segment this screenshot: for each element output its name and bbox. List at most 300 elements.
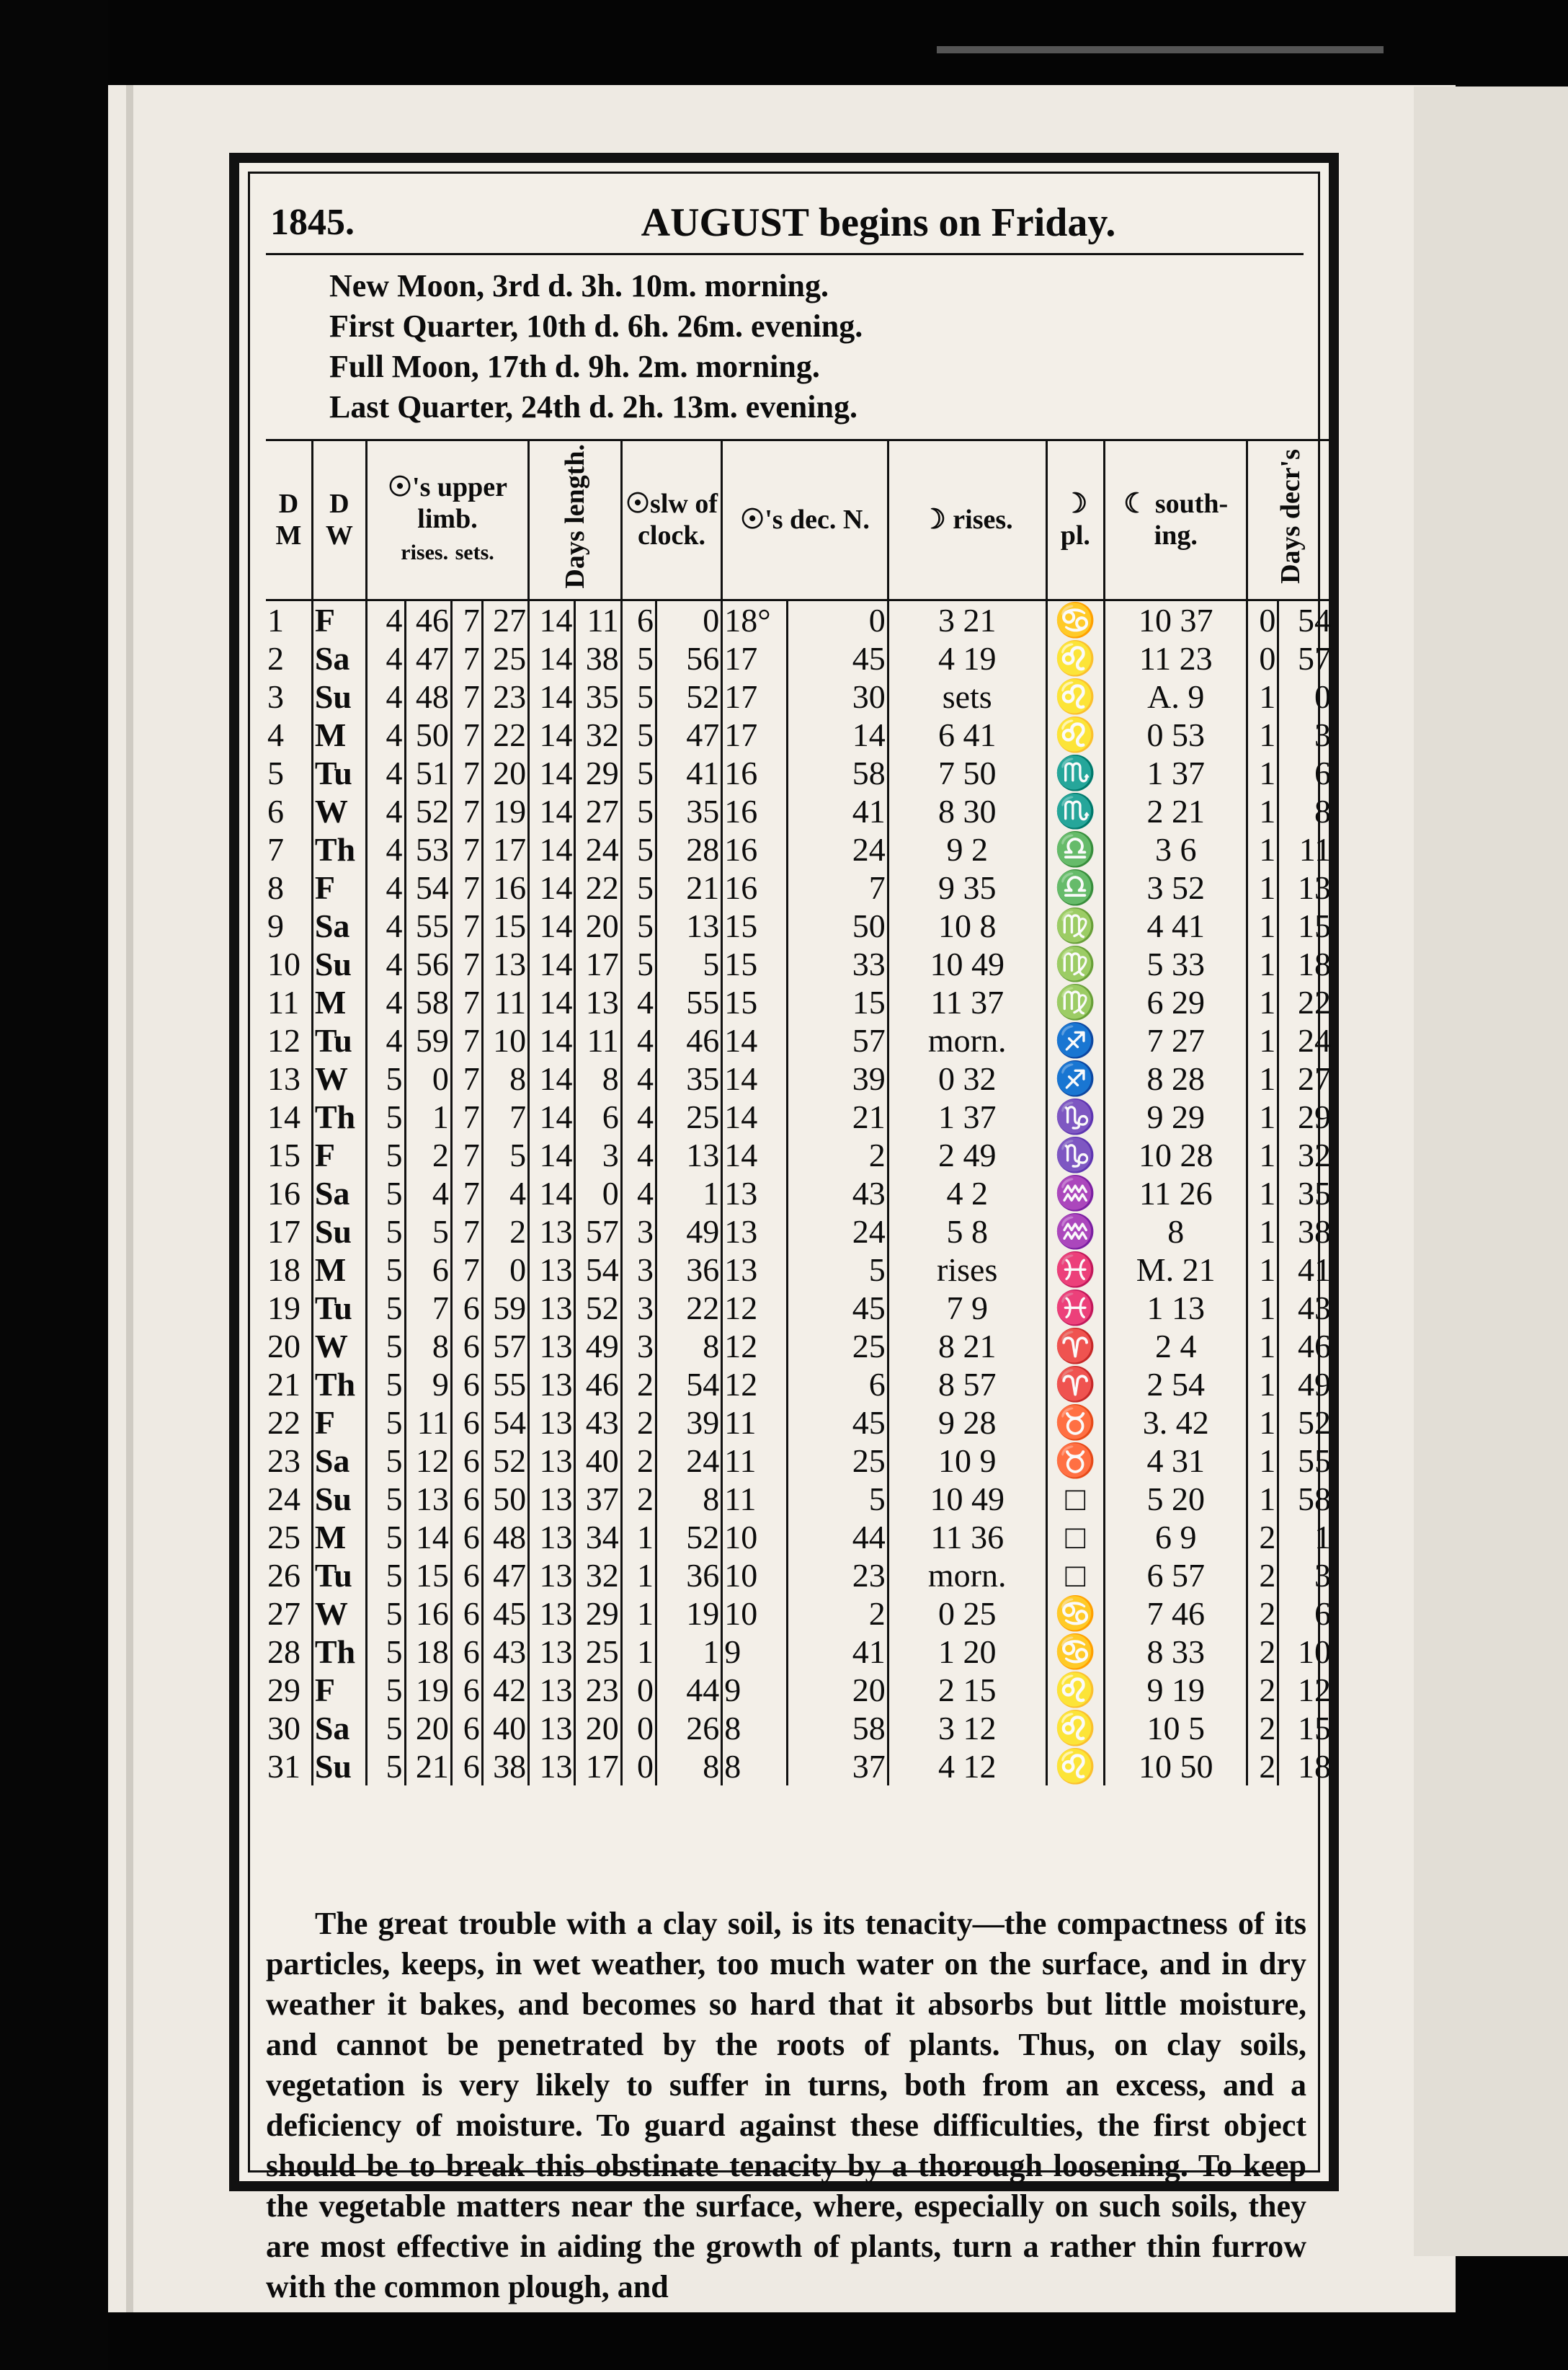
cell-dd: 10 [722,1556,788,1594]
cell-pl: ♑ [1046,1136,1104,1174]
cell-cm: 35 [656,792,722,830]
cell-lm: 3 [575,1136,621,1174]
cell-pl: ♌ [1046,716,1104,754]
cell-d: 22 [267,1403,300,1441]
cell-rh: 5 [366,1289,405,1327]
cell-w: Sa [312,1442,366,1480]
cell-pl: ♉ [1046,1403,1104,1442]
cell-lh: 14 [529,869,575,907]
cell-pl: ♋ [1046,1594,1104,1633]
cell-sm: 7 [482,1098,528,1136]
cell-ch: 3 [621,1289,656,1327]
cell-xm: 18 [1278,945,1332,983]
cell-cm: 35 [656,1060,722,1098]
cell-lh: 13 [529,1327,575,1365]
cell-rm: 20 [405,1709,451,1747]
cell-lh: 14 [529,639,575,678]
cell-dmin: 20 [788,1671,888,1709]
cell-sm: 20 [482,754,528,792]
cell-cm: 8 [656,1747,722,1785]
table-row [266,830,1332,869]
cell-dmin: 2 [788,1594,888,1633]
cell-w: F [312,1403,366,1442]
cell-mr: 4 19 [888,639,1046,678]
cell-lh: 14 [529,945,575,983]
table-row [266,1747,1332,1785]
cell-mr: 2 49 [888,1136,1046,1174]
cell-d: 9 [267,907,284,944]
cell-cm: 36 [656,1556,722,1594]
cell-xh: 1 [1247,983,1278,1021]
cell-mr: 9 2 [888,830,1046,869]
cell-dmin: 58 [788,754,888,792]
cell-mr: 11 36 [888,1518,1046,1556]
cell-sh: 6 [451,1327,482,1365]
cell-lh: 14 [529,1136,575,1174]
cell-so: 4 31 [1105,1442,1247,1480]
table-row [266,1327,1332,1365]
cell-mr: 1 20 [888,1633,1046,1671]
cell-dd: 16 [722,830,788,869]
cell-xh: 1 [1247,1480,1278,1518]
cell-dmin: 41 [788,792,888,830]
cell-sh: 7 [451,678,482,716]
cell-w: M [312,1518,366,1556]
cell-ch: 3 [621,1327,656,1365]
header-moon-place: ☽ pl. [1046,440,1104,600]
cell-lh: 14 [529,1098,575,1136]
cell-xm: 32 [1278,1136,1332,1174]
cell-mr: 3 12 [888,1709,1046,1747]
cell-dmin: 45 [788,639,888,678]
cell-mr: 8 21 [888,1327,1046,1365]
cell-so: 1 13 [1105,1289,1247,1327]
cell-w: Tu [312,1289,366,1327]
cell-so: 9 29 [1105,1098,1247,1136]
cell-rh: 4 [366,869,405,907]
cell-w: Th [312,1098,366,1136]
table-row [266,1556,1332,1594]
cell-lh: 14 [529,792,575,830]
cell-pl: □ [1046,1518,1104,1556]
cell-sh: 7 [451,869,482,907]
cell-lm: 11 [575,1021,621,1060]
cell-ch: 0 [621,1671,656,1709]
cell-xh: 2 [1247,1633,1278,1671]
cell-lm: 34 [575,1518,621,1556]
cell-dd: 11 [722,1442,788,1480]
cell-sh: 7 [451,945,482,983]
phase-last-quarter: Last Quarter, 24th d. 2h. 13m. evening. [329,389,858,425]
header-days-length: Days length. [529,440,622,600]
cell-rh: 4 [366,945,405,983]
cell-lm: 57 [575,1212,621,1251]
cell-w: W [312,1327,366,1365]
cell-cm: 49 [656,1212,722,1251]
cell-ch: 6 [621,600,656,639]
cell-rh: 5 [366,1251,405,1289]
cell-cm: 52 [656,1518,722,1556]
cell-so: 1 37 [1105,754,1247,792]
cell-rm: 15 [405,1556,451,1594]
cell-rh: 5 [366,1098,405,1136]
table-row [266,1060,1332,1098]
cell-so: 3. 42 [1105,1403,1247,1442]
cell-ch: 2 [621,1442,656,1480]
cell-pl: ♐ [1046,1060,1104,1098]
cell-so: A. 9 [1105,678,1247,716]
cell-rh: 5 [366,1403,405,1442]
cell-cm: 56 [656,639,722,678]
cell-xm: 52 [1278,1403,1332,1442]
cell-lm: 27 [575,792,621,830]
cell-rm: 50 [405,716,451,754]
cell-xm: 0 [1278,678,1332,716]
cell-xm: 3 [1278,716,1332,754]
cell-xh: 1 [1247,945,1278,983]
cell-so: M. 21 [1105,1251,1247,1289]
cell-ch: 5 [621,716,656,754]
cell-pl: ♏ [1046,792,1104,830]
cell-lh: 13 [529,1403,575,1442]
cell-so: 10 28 [1105,1136,1247,1174]
cell-dd: 10 [722,1518,788,1556]
table-row [266,1633,1332,1671]
cell-lm: 25 [575,1633,621,1671]
cell-rh: 5 [366,1060,405,1098]
cell-rm: 56 [405,945,451,983]
cell-sh: 7 [451,716,482,754]
cell-d: 4 [267,716,284,753]
cell-pl: ♎ [1046,869,1104,907]
table-row [266,1671,1332,1709]
cell-sh: 7 [451,830,482,869]
calendar-table [266,439,1332,1785]
cell-sm: 55 [482,1365,528,1403]
cell-xm: 15 [1278,1709,1332,1747]
cell-xm: 35 [1278,1174,1332,1212]
cell-d: 7 [267,830,284,868]
cell-d: 21 [267,1365,300,1403]
cell-rm: 8 [405,1327,451,1365]
cell-rm: 14 [405,1518,451,1556]
cell-rh: 4 [366,830,405,869]
cell-rm: 6 [405,1251,451,1289]
cell-dd: 13 [722,1212,788,1251]
cell-lm: 24 [575,830,621,869]
cell-mr: morn. [888,1556,1046,1594]
cell-w: F [312,1671,366,1709]
cell-sh: 7 [451,600,482,639]
cell-sm: 2 [482,1212,528,1251]
cell-xm: 43 [1278,1289,1332,1327]
cell-d: 20 [267,1327,300,1364]
cell-rm: 7 [405,1289,451,1327]
cell-sh: 6 [451,1518,482,1556]
cell-dd: 14 [722,1021,788,1060]
cell-xh: 2 [1247,1671,1278,1709]
cell-ch: 5 [621,907,656,945]
cell-rm: 12 [405,1442,451,1480]
cell-xm: 38 [1278,1212,1332,1251]
cell-ch: 4 [621,1136,656,1174]
cell-ch: 4 [621,1021,656,1060]
cell-so: 10 50 [1105,1747,1247,1785]
cell-xh: 1 [1247,869,1278,907]
cell-rh: 5 [366,1212,405,1251]
cell-ch: 0 [621,1747,656,1785]
header-moon-rises: ☽ rises. [888,440,1046,600]
cell-w: W [312,1594,366,1633]
table-row [266,1403,1332,1442]
cell-pl: □ [1046,1556,1104,1594]
cell-so: 11 23 [1105,639,1247,678]
cell-so: 10 37 [1105,600,1247,639]
cell-sm: 4 [482,1174,528,1212]
table-row [266,600,1332,639]
cell-dd: 11 [722,1480,788,1518]
cell-lm: 38 [575,639,621,678]
cell-dd: 18° [722,600,788,639]
cell-lh: 13 [529,1251,575,1289]
cell-dd: 17 [722,639,788,678]
cell-dd: 15 [722,907,788,945]
cell-xm: 8 [1278,792,1332,830]
table-header-row [266,440,1332,600]
cell-w: F [312,600,366,639]
cell-xm: 55 [1278,1442,1332,1480]
cell-w: Sa [312,907,366,945]
cell-sh: 6 [451,1709,482,1747]
cell-pl: ♒ [1046,1174,1104,1212]
cell-ch: 4 [621,1098,656,1136]
cell-so: 6 29 [1105,983,1247,1021]
cell-w: Sa [312,1709,366,1747]
cell-cm: 21 [656,869,722,907]
cell-dd: 14 [722,1060,788,1098]
cell-sh: 7 [451,1212,482,1251]
cell-d: 25 [267,1518,300,1555]
cell-so: 7 27 [1105,1021,1247,1060]
table-row [266,1480,1332,1518]
cell-d: 12 [267,1021,300,1059]
cell-pl: ♓ [1046,1289,1104,1327]
cell-dmin: 0 [788,600,888,639]
cell-lh: 13 [529,1594,575,1633]
cell-sh: 6 [451,1671,482,1709]
cell-so: 7 46 [1105,1594,1247,1633]
cell-lm: 20 [575,1709,621,1747]
cell-dd: 15 [722,945,788,983]
cell-lm: 52 [575,1289,621,1327]
cell-sh: 7 [451,1021,482,1060]
cell-sm: 45 [482,1594,528,1633]
cell-xh: 1 [1247,1212,1278,1251]
cell-dmin: 30 [788,678,888,716]
cell-rm: 19 [405,1671,451,1709]
cell-mr: 3 21 [888,600,1046,639]
cell-pl: ♌ [1046,1747,1104,1785]
cell-dmin: 58 [788,1709,888,1747]
cell-dmin: 45 [788,1403,888,1442]
cell-cm: 19 [656,1594,722,1633]
cell-so: 8 33 [1105,1633,1247,1671]
cell-d: 10 [267,945,300,982]
cell-cm: 46 [656,1021,722,1060]
cell-xm: 11 [1278,830,1332,869]
cell-d: 30 [267,1709,300,1747]
cell-dd: 13 [722,1251,788,1289]
cell-sm: 57 [482,1327,528,1365]
cell-so: 2 54 [1105,1365,1247,1403]
cell-lm: 43 [575,1403,621,1442]
cell-ch: 2 [621,1403,656,1442]
cell-mr: 6 41 [888,716,1046,754]
cell-d: 6 [267,792,284,830]
cell-lm: 37 [575,1480,621,1518]
cell-sh: 6 [451,1442,482,1480]
cell-ch: 1 [621,1556,656,1594]
cell-dd: 9 [722,1671,788,1709]
cell-dd: 12 [722,1365,788,1403]
cell-d: 24 [267,1480,300,1517]
cell-xm: 13 [1278,869,1332,907]
cell-rm: 9 [405,1365,451,1403]
cell-so: 6 9 [1105,1518,1247,1556]
cell-w: Tu [312,1556,366,1594]
table-row [266,1709,1332,1747]
cell-w: Tu [312,754,366,792]
cell-so: 8 [1105,1212,1247,1251]
table-row [266,678,1332,716]
table-row [266,792,1332,830]
cell-ch: 0 [621,1709,656,1747]
scan-border-left [0,0,108,2370]
cell-sm: 27 [482,600,528,639]
cell-lm: 29 [575,754,621,792]
cell-rm: 1 [405,1098,451,1136]
cell-mr: 0 25 [888,1594,1046,1633]
cell-rh: 5 [366,1556,405,1594]
cell-pl: ♌ [1046,678,1104,716]
cell-sm: 54 [482,1403,528,1442]
cell-ch: 2 [621,1480,656,1518]
cell-xh: 1 [1247,1403,1278,1442]
cell-sh: 7 [451,1060,482,1098]
cell-rh: 5 [366,1747,405,1785]
cell-dmin: 57 [788,1021,888,1060]
cell-dd: 14 [722,1136,788,1174]
cell-dmin: 5 [788,1480,888,1518]
cell-d: 11 [267,983,300,1021]
cell-xm: 57 [1278,639,1332,678]
cell-pl: ♋ [1046,1633,1104,1671]
cell-xh: 1 [1247,907,1278,945]
table-row [266,1251,1332,1289]
cell-cm: 55 [656,983,722,1021]
adjacent-page-edge [1414,86,1568,2256]
cell-cm: 44 [656,1671,722,1709]
cell-d: 27 [267,1594,300,1632]
cell-cm: 13 [656,907,722,945]
cell-w: M [312,716,366,754]
cell-cm: 8 [656,1480,722,1518]
table-row [266,1021,1332,1060]
cell-ch: 5 [621,830,656,869]
cell-xh: 1 [1247,830,1278,869]
cell-d: 16 [267,1174,300,1212]
cell-rh: 5 [366,1633,405,1671]
cell-dmin: 21 [788,1098,888,1136]
cell-lh: 14 [529,1021,575,1060]
cell-xm: 27 [1278,1060,1332,1098]
cell-rm: 18 [405,1633,451,1671]
table-row [266,1174,1332,1212]
cell-sh: 7 [451,1136,482,1174]
cell-xh: 1 [1247,1365,1278,1403]
cell-lh: 14 [529,600,575,639]
cell-d: 18 [267,1251,300,1288]
cell-sh: 6 [451,1633,482,1671]
cell-w: Th [312,1365,366,1403]
cell-lm: 29 [575,1594,621,1633]
cell-dmin: 6 [788,1365,888,1403]
cell-cm: 52 [656,678,722,716]
cell-rm: 0 [405,1060,451,1098]
header-moon-south: ☾ south-ing. [1105,440,1247,600]
cell-pl: □ [1046,1480,1104,1518]
cell-sh: 6 [451,1403,482,1442]
cell-lh: 13 [529,1212,575,1251]
cell-lh: 13 [529,1671,575,1709]
cell-rm: 11 [405,1403,451,1442]
cell-so: 3 52 [1105,869,1247,907]
cell-cm: 5 [656,945,722,983]
cell-xh: 2 [1247,1594,1278,1633]
cell-cm: 41 [656,754,722,792]
cell-sm: 38 [482,1747,528,1785]
cell-xh: 1 [1247,716,1278,754]
cell-cm: 8 [656,1327,722,1365]
cell-dd: 8 [722,1747,788,1785]
cell-rm: 4 [405,1174,451,1212]
cell-d: 19 [267,1289,300,1326]
table-row [266,1518,1332,1556]
cell-d: 2 [267,639,284,677]
cell-rh: 4 [366,754,405,792]
cell-ch: 1 [621,1594,656,1633]
cell-rh: 5 [366,1709,405,1747]
cell-rh: 4 [366,600,405,639]
cell-lh: 13 [529,1480,575,1518]
cell-lm: 6 [575,1098,621,1136]
cell-mr: 0 32 [888,1060,1046,1098]
cell-sh: 7 [451,1174,482,1212]
cell-d: 3 [267,678,284,715]
cell-w: Th [312,1633,366,1671]
cell-ch: 1 [621,1633,656,1671]
cell-cm: 26 [656,1709,722,1747]
cell-so: 11 26 [1105,1174,1247,1212]
cell-rh: 5 [366,1442,405,1480]
cell-mr: 7 9 [888,1289,1046,1327]
cell-xh: 1 [1247,678,1278,716]
cell-d: 23 [267,1442,300,1479]
cell-rh: 4 [366,716,405,754]
cell-lh: 13 [529,1518,575,1556]
cell-mr: 1 37 [888,1098,1046,1136]
table-row [266,945,1332,983]
